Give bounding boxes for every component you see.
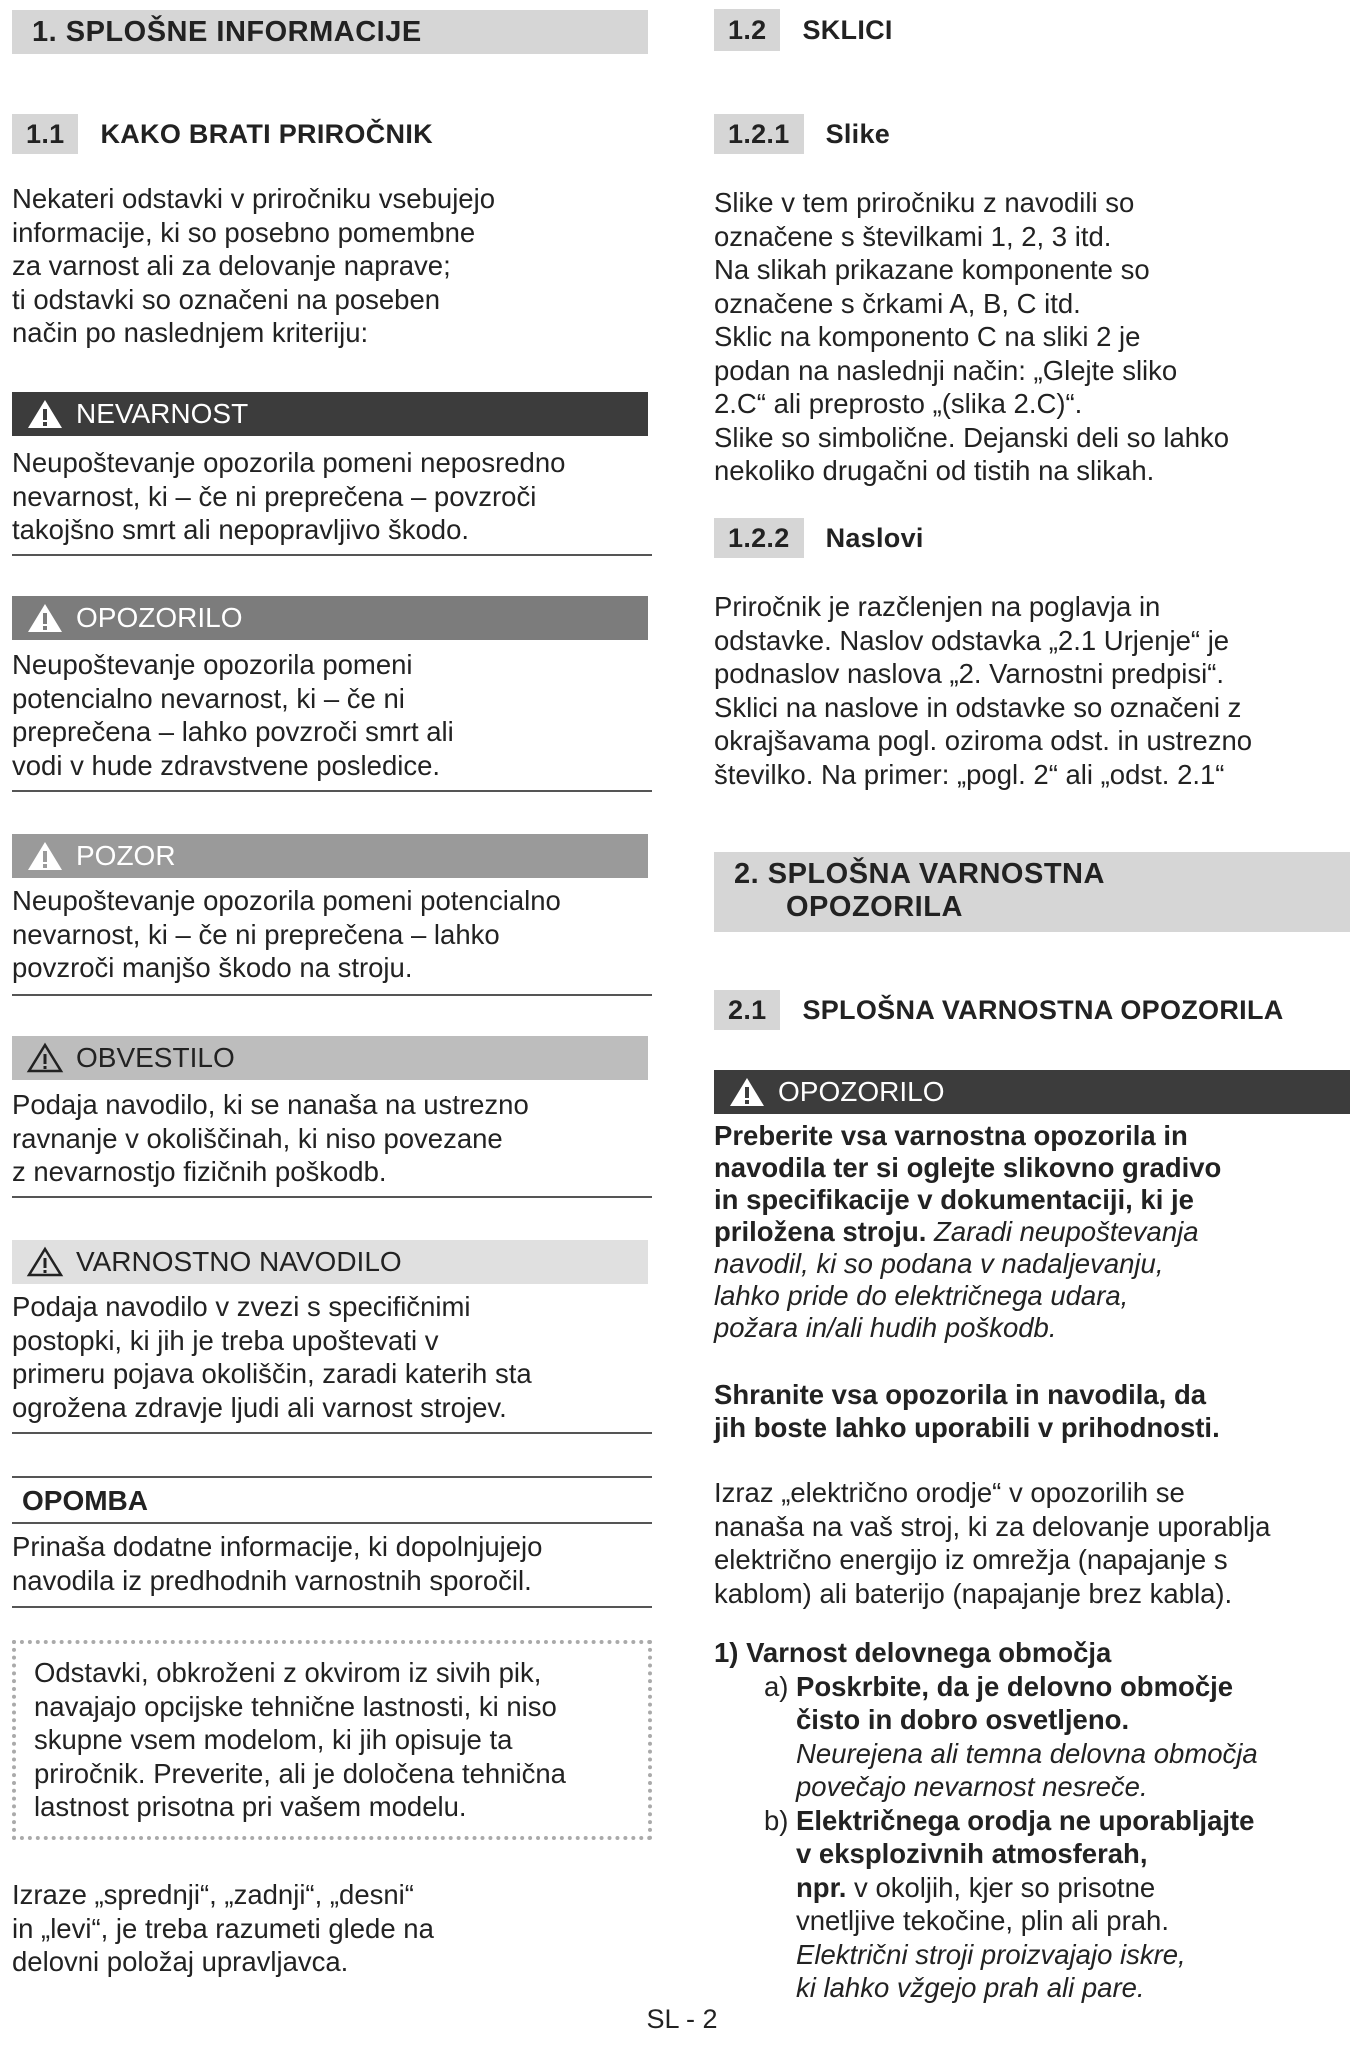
warning-bar bbox=[12, 596, 648, 640]
warning-triangle-icon bbox=[728, 1076, 766, 1108]
divider bbox=[12, 1432, 652, 1434]
text-line: ogrožena zdravje ljudi ali varnost strojev. bbox=[12, 1391, 507, 1423]
text-line: Prinaša dodatne informacije, ki dopolnjujejo bbox=[12, 1531, 543, 1562]
titles-paragraph bbox=[714, 590, 1252, 791]
section-1-2-1-heading bbox=[714, 114, 890, 154]
text-line: Izraz „električno orodje“ v opozorilih se bbox=[714, 1477, 1185, 1508]
caution-text bbox=[12, 884, 561, 985]
text-fragment: v okoljih, kjer so prisotne bbox=[846, 1871, 1156, 1903]
text-line: jih boste lahko uporabili v prihodnosti. bbox=[714, 1412, 1220, 1443]
text-line: navodila ter si oglejte slikovno gradivo bbox=[714, 1152, 1222, 1183]
text-line: in „levi“, je treba razumeti glede na bbox=[12, 1912, 434, 1944]
section-1-heading bbox=[12, 10, 648, 54]
text-line: Odstavki, obkroženi z okvirom iz sivih pik, bbox=[34, 1657, 542, 1688]
power-tool-definition bbox=[714, 1476, 1270, 1610]
text-line: požara in/ali hudih poškodb. bbox=[714, 1312, 1057, 1343]
notice-label: OBVESTILO bbox=[76, 1042, 235, 1073]
text-line: označene s številkami 1, 2, 3 itd. bbox=[714, 220, 1112, 252]
text-line: Preberite vsa varnostna opozorila in bbox=[714, 1120, 1188, 1151]
text-line: Električni stroji proizvajajo iskre, bbox=[796, 1938, 1186, 1970]
text-line: delovni položaj upravljavca. bbox=[12, 1946, 349, 1977]
optional-features-box bbox=[12, 1640, 652, 1840]
list-item: 1) Varnost delovnega območja bbox=[714, 1637, 1112, 1668]
section-1-2-2-heading bbox=[714, 518, 924, 558]
warning-triangle-icon bbox=[26, 840, 64, 872]
section-2-title-line: 2. SPLOŠNA VARNOSTNA bbox=[734, 858, 1105, 890]
item-label: a) bbox=[764, 1670, 789, 1702]
text-line: nevarnost, ki – če ni preprečena – povzroči bbox=[12, 480, 537, 512]
warning-triangle-outline-icon bbox=[26, 1042, 64, 1074]
section-1-2-1-title: Slike bbox=[825, 118, 891, 149]
section-1-1-heading bbox=[12, 114, 433, 154]
text-line: Nekateri odstavki v priročniku vsebujejo bbox=[12, 183, 495, 214]
text-line: Slike v tem priročniku z navodili so bbox=[714, 187, 1135, 218]
text-line: čisto in dobro osvetljeno. bbox=[796, 1704, 1130, 1735]
text-line bbox=[796, 1871, 1254, 1905]
list-item bbox=[714, 1670, 1354, 1804]
text-line: Poskrbite, da je delovno območje bbox=[796, 1670, 1234, 1702]
divider bbox=[12, 1196, 652, 1198]
text-line: Priročnik je razčlenjen na poglavja in bbox=[714, 591, 1161, 622]
text-line: Na slikah prikazane komponente so bbox=[714, 254, 1150, 285]
text-line: ravnanje v okoliščinah, ki niso povezane bbox=[12, 1122, 503, 1154]
text-line: nanaša na vaš stroj, ki za delovanje uporablja bbox=[714, 1510, 1271, 1542]
text-line: Neupoštevanje opozorila pomeni potencialno bbox=[12, 885, 561, 916]
warning-label: OPOZORILO bbox=[76, 602, 243, 633]
list-item bbox=[714, 1804, 1354, 2005]
section-1-1-number: 1.1 bbox=[12, 114, 78, 154]
section-1-2-title: SKLICI bbox=[802, 14, 893, 45]
danger-bar bbox=[12, 392, 648, 436]
safety-instruction-text bbox=[12, 1290, 532, 1424]
warning-bar bbox=[714, 1070, 1350, 1114]
text-line: takojšno smrt ali nepopravljivo škodo. bbox=[12, 514, 470, 545]
text-line: Sklici na naslove in odstavke so označeni z bbox=[714, 691, 1242, 723]
text-line: skupne vsem modelom, ki jih opisuje ta bbox=[34, 1724, 513, 1755]
divider bbox=[12, 554, 652, 556]
text-line: v eksplozivnih atmosferah, bbox=[796, 1838, 1148, 1869]
text-line: podnaslov naslova „2. Varnostni predpisi“. bbox=[714, 658, 1225, 689]
section-2-heading bbox=[714, 852, 1350, 932]
text-line: primeru pojava okoliščin, zaradi katerih sta bbox=[12, 1358, 532, 1389]
text-line: vodi v hude zdravstvene posledice. bbox=[12, 749, 441, 781]
text-line: Neupoštevanje opozorila pomeni bbox=[12, 649, 413, 680]
page-number: SL - 2 bbox=[646, 2004, 718, 2034]
text-line: povzroči manjšo škodo na stroju. bbox=[12, 952, 413, 983]
item-label: b) bbox=[764, 1804, 789, 1836]
danger-text bbox=[12, 446, 565, 547]
text-line: ti odstavki so označeni na poseben bbox=[12, 283, 441, 315]
caution-bar bbox=[12, 834, 648, 878]
text-line: Električnega orodja ne uporabljajte bbox=[796, 1804, 1255, 1836]
text-line: nevarnost, ki – če ni preprečena – lahko bbox=[12, 918, 500, 950]
text-line: Izraze „sprednji“, „zadnji“, „desni“ bbox=[12, 1879, 414, 1910]
text-line: navodila iz predhodnih varnostnih sporočil. bbox=[12, 1564, 532, 1596]
section-2-title-line: OPOZORILA bbox=[786, 891, 963, 923]
section-1-2-2-title: Naslovi bbox=[825, 522, 924, 553]
text-line: električno energijo iz omrežja (napajanje s bbox=[714, 1544, 1228, 1575]
text-line: za varnost ali za delovanje naprave; bbox=[12, 250, 451, 281]
text-line: 2.C“ ali preprosto „(slika 2.C)“. bbox=[714, 388, 1083, 419]
text-line: Neupoštevanje opozorila pomeni neposredno bbox=[12, 447, 566, 478]
bold-fragment: npr. bbox=[796, 1871, 847, 1903]
text-line: kablom) ali baterijo (napajanje brez kabla). bbox=[714, 1577, 1233, 1609]
warning-triangle-outline-icon bbox=[26, 1246, 64, 1278]
text-line: ki lahko vžgejo prah ali pare. bbox=[796, 1972, 1145, 2003]
text-line: povečajo nevarnost nesreče. bbox=[796, 1771, 1148, 1802]
text-line: Podaja navodilo v zvezi s specifičnimi bbox=[12, 1291, 471, 1322]
text-line: Sklic na komponento C na sliki 2 je bbox=[714, 321, 1141, 352]
note-label: OPOMBA bbox=[22, 1485, 148, 1516]
text-line: podan na naslednji način: „Glejte sliko bbox=[714, 354, 1178, 386]
notice-bar bbox=[12, 1036, 648, 1080]
text-line: navajajo opcijske tehnične lastnosti, ki niso bbox=[34, 1690, 557, 1722]
text-line: Slike so simbolične. Dejanski deli so lahko bbox=[714, 421, 1230, 453]
text-line: odstavke. Naslov odstavka „2.1 Urjenje“ je bbox=[714, 624, 1230, 656]
bold-fragment: priložena stroju. bbox=[714, 1216, 927, 1247]
danger-label: NEVARNOST bbox=[76, 398, 249, 429]
text-line: številko. Na primer: „pogl. 2“ ali „odst. 2.1“ bbox=[714, 758, 1225, 790]
section-2-1-number: 2.1 bbox=[714, 990, 780, 1030]
text-line: postopki, ki jih je treba upoštevati v bbox=[12, 1324, 439, 1356]
text-line: preprečena – lahko povzroči smrt ali bbox=[12, 716, 454, 747]
text-line: nekoliko drugačni od tistih na slikah. bbox=[714, 455, 1155, 486]
text-line: in specifikacije v dokumentaciji, ki je bbox=[714, 1184, 1194, 1215]
text-line: z nevarnostjo fizičnih poškodb. bbox=[12, 1156, 387, 1187]
section-2-1-title: SPLOŠNA VARNOSTNA OPOZORILA bbox=[802, 994, 1284, 1025]
text-line: Shranite vsa opozorila in navodila, da bbox=[714, 1379, 1207, 1410]
notice-text bbox=[12, 1088, 529, 1189]
text-line: način po naslednjem kriteriju: bbox=[12, 317, 369, 348]
text-line: lastnost prisotna pri vašem modelu. bbox=[34, 1791, 467, 1822]
section-2-1-heading bbox=[714, 990, 1284, 1030]
divider bbox=[12, 1606, 652, 1608]
intro-paragraph bbox=[12, 182, 495, 350]
text-line: vnetljive tekočine, plin ali prah. bbox=[796, 1905, 1169, 1936]
section-1-2-2-number: 1.2.2 bbox=[714, 518, 804, 558]
divider bbox=[12, 994, 652, 996]
text-line: informacije, ki so posebno pomembne bbox=[12, 216, 476, 248]
general-warning-text bbox=[714, 1120, 1221, 1344]
text-line: potencialno nevarnost, ki – če ni bbox=[12, 682, 405, 714]
warning-label: OPOZORILO bbox=[778, 1076, 945, 1107]
work-area-safety-list bbox=[714, 1636, 1354, 2005]
section-1-2-1-number: 1.2.1 bbox=[714, 114, 804, 154]
text-line bbox=[714, 1216, 1221, 1248]
text-line: označene s črkami A, B, C itd. bbox=[714, 287, 1081, 319]
section-1-1-title: KAKO BRATI PRIROČNIK bbox=[100, 118, 433, 149]
text-line: lahko pride do električnega udara, bbox=[714, 1280, 1129, 1311]
divider bbox=[12, 1522, 652, 1524]
note-text bbox=[12, 1530, 542, 1597]
divider bbox=[12, 790, 652, 792]
orientation-paragraph bbox=[12, 1878, 434, 1979]
figures-paragraph bbox=[714, 186, 1229, 488]
keep-instructions-text bbox=[714, 1378, 1220, 1444]
text-line: Neurejena ali temna delovna območja bbox=[796, 1737, 1258, 1769]
warning-triangle-icon bbox=[26, 602, 64, 634]
warning-triangle-icon bbox=[26, 398, 64, 430]
safety-instruction-label: VARNOSTNO NAVODILO bbox=[76, 1246, 402, 1277]
italic-fragment: Zaradi neupoštevanja bbox=[926, 1216, 1199, 1247]
text-line: Podaja navodilo, ki se nanaša na ustrezno bbox=[12, 1089, 529, 1120]
text-line: priročnik. Preverite, ali je določena tehnična bbox=[34, 1757, 566, 1789]
section-1-2-heading bbox=[714, 10, 893, 50]
safety-instruction-bar bbox=[12, 1240, 648, 1284]
caution-label: POZOR bbox=[76, 840, 176, 871]
warning-text bbox=[12, 648, 454, 782]
section-1-title: 1. SPLOŠNE INFORMACIJE bbox=[32, 15, 422, 48]
section-1-2-number: 1.2 bbox=[714, 9, 780, 51]
text-line: okrajšavama pogl. oziroma odst. in ustrezno bbox=[714, 725, 1253, 756]
text-line: navodil, ki so podana v nadaljevanju, bbox=[714, 1248, 1164, 1279]
divider bbox=[12, 1476, 652, 1478]
